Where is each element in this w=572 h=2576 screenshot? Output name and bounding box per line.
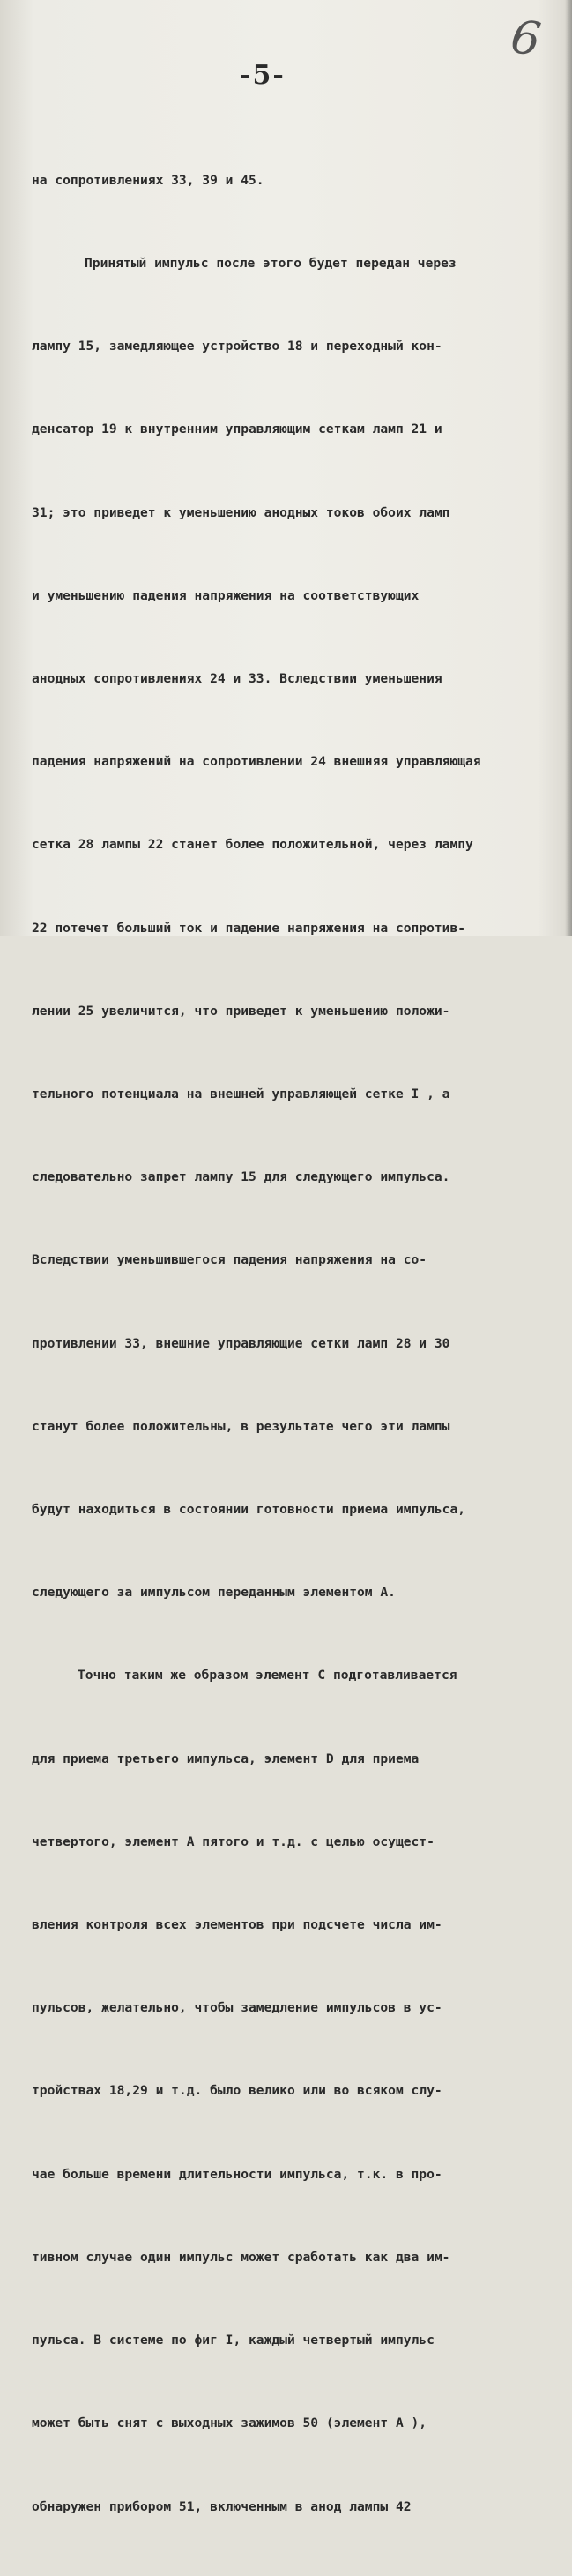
body-text (32, 111, 569, 2576)
text-line: следующего за импульсом переданным элементом А. (32, 1585, 396, 1601)
text-line: тивном случае один импульс может сработать как два им- (32, 2249, 450, 2265)
text-line: вления контроля всех элементов при подсчете числа им- (32, 1917, 442, 1933)
text-line: пульсов, желательно, чтобы замедление импульсов в ус- (32, 2000, 442, 2016)
text-line: тройствах 18,29 и т.д. было велико или во всяком слу- (32, 2083, 442, 2099)
text-line: для приема третьего импульса, элемент D для приема (32, 1751, 420, 1766)
text-line: 22 потечет больший ток и падение напряжения на сопротив- (32, 920, 466, 936)
text-line: обнаружен прибором 51, включенным в анод лампы 42 (32, 2498, 412, 2514)
text-line: четвертого, элемент А пятого и т.д. с целью осущест- (32, 1833, 435, 1849)
text-line: Принятый импульс после этого будет передан через (85, 256, 457, 272)
text-line: лампу 15, замедляющее устройство 18 и переходный кон- (32, 339, 442, 355)
text-line: тельного потенциала на внешней управляющей сетке I , а (32, 1086, 450, 1102)
text-line: Вследствии уменьшившегося падения напряжения на со- (32, 1252, 427, 1268)
text-line: может быть снят с выходных зажимов 50 (элемент А ), (32, 2415, 427, 2431)
text-line: лении 25 увеличится, что приведет к уменьшению положи- (32, 1003, 450, 1019)
text-line: противлении 33, внешние управляющие сетки ламп 28 и 30 (32, 1335, 450, 1351)
page-number: -5- (240, 60, 286, 91)
text-line: падения напряжений на сопротивлении 24 внешняя управляющая (32, 754, 481, 770)
handwritten-page-number: 6 (507, 10, 545, 68)
text-line: на сопротивлениях 33, 39 и 45. (32, 172, 264, 188)
text-line: пульса. В системе по фиг I, каждый четвертый импульс (32, 2333, 435, 2348)
text-line: денсатор 19 к внутренним управляющим сеткам ламп 21 и (32, 422, 442, 437)
text-line: и уменьшению падения напряжения на соответствующих (32, 587, 420, 603)
text-line: станут более положительны, в результате чего эти лампы (32, 1418, 450, 1434)
text-line: следовательно запрет лампу 15 для следующего импульса. (32, 1169, 450, 1185)
text-line: 31; это приведет к уменьшению анодных токов обоих ламп (32, 504, 450, 520)
text-line: анодных сопротивлениях 24 и 33. Вследствии уменьшения (32, 671, 442, 687)
text-line: Точно таким же образом элемент С подготавливается (78, 1668, 457, 1684)
text-line: будут находиться в состоянии готовности приема импульса, (32, 1502, 466, 1518)
text-line: чае больше времени длительности импульса, т.к. в про- (32, 2166, 442, 2182)
text-line: сетка 28 лампы 22 станет более положительной, через лампу (32, 837, 473, 853)
